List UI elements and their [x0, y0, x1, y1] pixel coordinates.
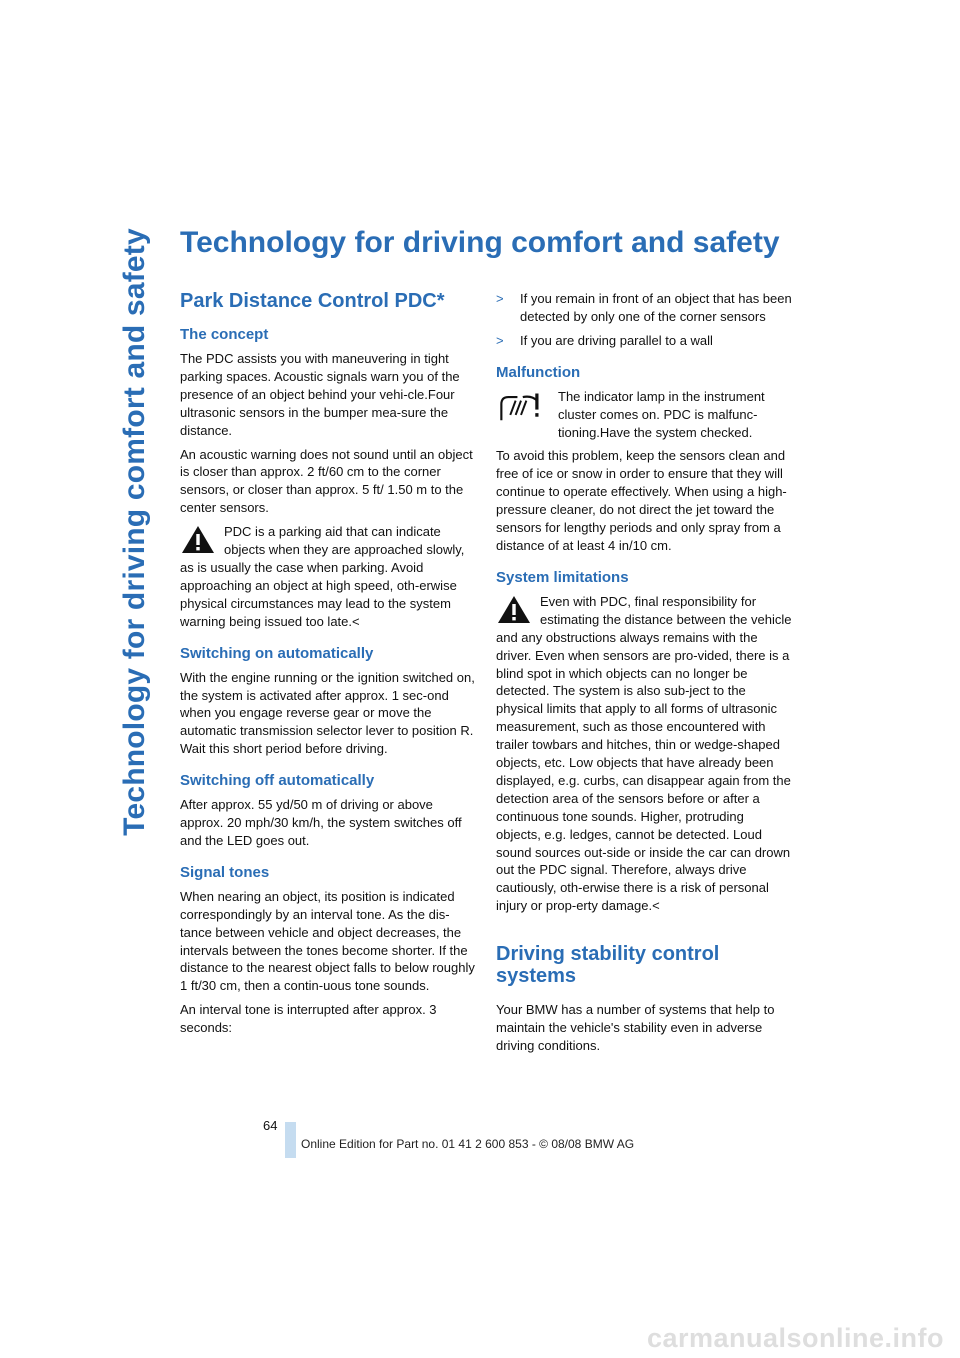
side-chapter-title: Technology for driving comfort and safety — [118, 228, 151, 836]
bullet-mark: > — [496, 291, 504, 306]
malfunction-note-text: The indicator lamp in the instrument cluster comes on. PDC is malfunc-tioning.Have the system checked. — [558, 388, 765, 440]
limitations-warning-note — [496, 593, 792, 915]
warning-note — [180, 523, 476, 630]
right-column — [496, 290, 792, 1061]
switching-off-text: After approx. 55 yd/50 m of driving or above approx. 20 mph/30 km/h, the system switches off and the LED goes out. — [180, 797, 462, 848]
warning-triangle-icon — [180, 523, 216, 555]
list-item: > If you remain in front of an object that has been detected by only one of the corner sensors — [496, 291, 792, 324]
pdc-section-title: Park Distance Control PDC* — [180, 290, 445, 312]
end-mark: < — [652, 898, 660, 914]
switching-on-text: With the engine running or the ignition switched on, the system is activated after approx. 1 sec-ond when you engage reverse gear or move the automatic transmission selector lever to position R. Wait this short period before driving. — [180, 669, 475, 757]
interruption-list — [496, 290, 792, 350]
left-column — [180, 290, 476, 1043]
dsc-text: Your BMW has a number of systems that help to maintain the vehicle's stability even in adverse driving conditions. — [496, 1002, 775, 1053]
pdc-malfunction-indicator-icon — [496, 388, 546, 424]
switching-on-heading: Switching on automatically — [180, 644, 374, 662]
malfunction-text: To avoid this problem, keep the sensors clean and free of ice or snow in order to ensure that they will continue to operate effectively. When using a high-pressure cleaner, do not direct the jet toward the sensors for lengthy periods and only spray from a distance of at least 4 in/10 cm. — [496, 448, 787, 553]
system-limitations-heading: System limitations — [496, 568, 629, 586]
malfunction-note — [496, 388, 792, 442]
malfunction-heading: Malfunction — [496, 363, 581, 381]
signal-tones-paragraph-2: An interval tone is interrupted after approx. 3 seconds: — [180, 1002, 437, 1036]
switching-off-heading: Switching off automatically — [180, 772, 375, 790]
dsc-section-title: Driving stability control systems — [496, 943, 720, 988]
limitations-note-text: Even with PDC, final responsibility for estimating the distance between the vehicle and any obstructions always remains with the driver. Even when sensors are pro-vided, there is a blind spot in which objects can no longer be detected. The system is also sub-ject to the physical limits that apply to all forms of ultrasonic measurement, such as those encountered with trailer towbars and hitches, thin or wedge-shaped objects, etc. Low objects that have already been displayed, e.g. curbs, can disappear again from the detection area of the sensors before or after a continuous tone sounds. Higher, protruding objects, e.g. ledges, cannot be detected. Loud sound sources out-side or inside the car can drown out the PDC signal. Therefore, always drive cautiously, oth-erwise there is a risk of personal injury or prop-erty damage. — [496, 593, 792, 914]
concept-paragraph-2: An acoustic warning does not sound until an object is closer than approx. 2 ft/60 cm to the corner sensors, or closer than approx. 5 ft/ 1.50 m to the center sensors. — [180, 446, 473, 516]
warning-note-text: PDC is a parking aid that can indicate objects when they are approached slowly, as is usually the case when parking. Avoid approaching an object at high speed, oth-erwise physical circumstances may lead to the system warning being issued too late. — [180, 524, 465, 629]
list-item: > If you are driving parallel to a wall — [496, 332, 713, 348]
warning-triangle-icon — [496, 593, 532, 625]
signal-tones-heading: Signal tones — [180, 863, 270, 881]
footer-accent-bar — [285, 1122, 296, 1158]
bullet-mark: > — [496, 332, 504, 348]
end-mark: < — [352, 613, 360, 629]
concept-heading: The concept — [180, 326, 269, 343]
page-number: 64 — [263, 1118, 278, 1133]
signal-tones-paragraph-1: When nearing an object, its position is indicated correspondingly by an interval tone. As the dis-tance between vehicle and object decreases, the intervals between the tones become shorter. If the distance to the nearest object falls to below roughly 1 ft/30 cm, then a contin-uous tone sounds. — [180, 888, 475, 994]
concept-paragraph-1: The PDC assists you with maneuvering in tight parking spaces. Acoustic signals warn you of the presence of an object behind your vehi-cle.Four ultrasonic sensors in the bumper mea-sure the distance. — [180, 351, 460, 438]
page-heading: Technology for driving comfort and safety — [180, 226, 780, 259]
edition-footer: Online Edition for Part no. 01 41 2 600 853 - © 08/08 BMW AG — [301, 1137, 635, 1151]
watermark: carmanualsonline.info — [646, 1323, 944, 1353]
